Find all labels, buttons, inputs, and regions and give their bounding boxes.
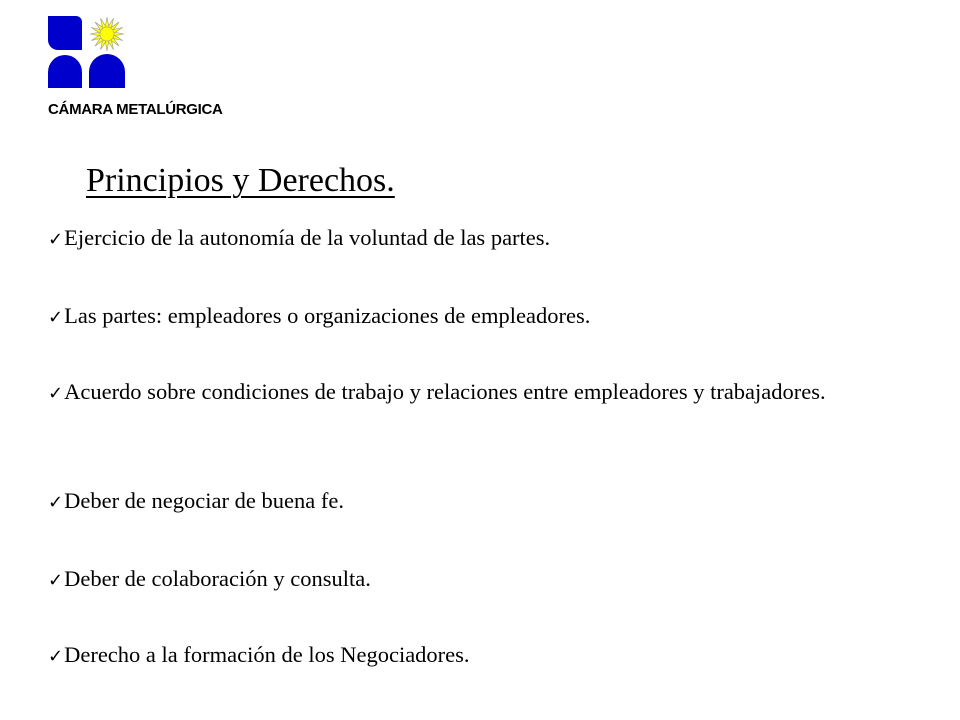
bullet-text: Ejercicio de la autonomía de la voluntad de las partes. xyxy=(64,225,551,250)
logo-block-bottom-left xyxy=(48,55,82,88)
bullet-item xyxy=(48,222,550,256)
bullet-item xyxy=(48,300,590,334)
bullet-text: Acuerdo sobre condiciones de trabajo y relaciones entre empleadores y trabajadores. xyxy=(64,379,826,404)
logo-block-top-left xyxy=(48,16,82,50)
bullet-text: Deber de negociar de buena fe. xyxy=(64,488,344,513)
bullet-text: Derecho a la formación de los Negociadores. xyxy=(64,642,470,667)
check-icon: ✓ xyxy=(48,646,64,667)
check-icon: ✓ xyxy=(48,307,64,328)
bullet-text: Las partes: empleadores o organizaciones de empleadores. xyxy=(64,303,591,328)
logo-block-bottom-right xyxy=(89,54,125,88)
bullet-text: Deber de colaboración y consulta. xyxy=(64,566,371,591)
check-icon: ✓ xyxy=(48,229,64,250)
bullet-item xyxy=(48,376,908,410)
bullet-item xyxy=(48,639,470,673)
check-icon: ✓ xyxy=(48,570,64,591)
bullet-item xyxy=(48,485,344,519)
check-icon: ✓ xyxy=(48,383,64,404)
camara-metalurgica-logo xyxy=(44,12,134,92)
check-icon: ✓ xyxy=(48,492,64,513)
bullet-item xyxy=(48,563,371,597)
logo-text: CÁMARA METALÚRGICA xyxy=(48,101,223,118)
sun-icon xyxy=(90,17,124,51)
slide-title: Principios y Derechos. xyxy=(86,162,395,199)
